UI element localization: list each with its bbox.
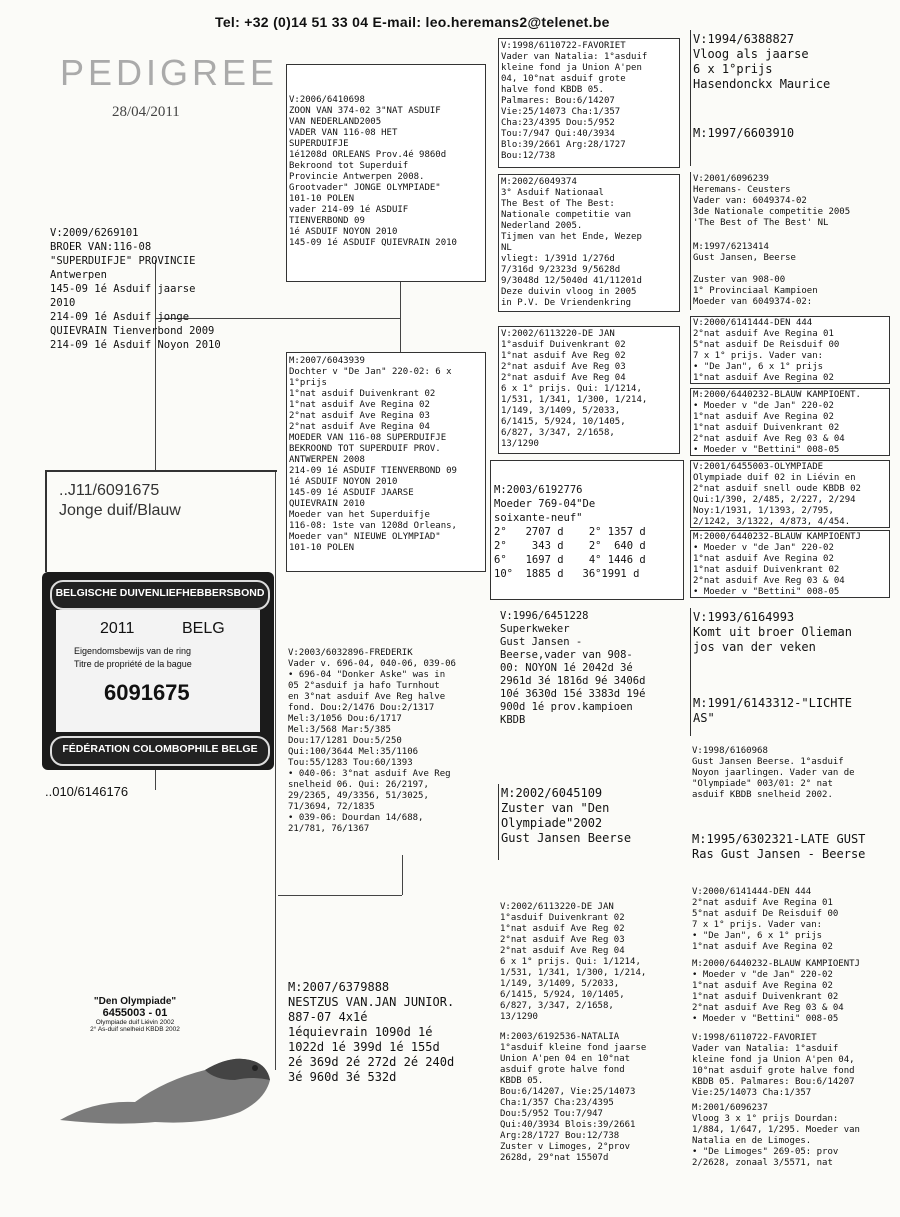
c7m-lines <box>693 696 852 726</box>
pedigree-line: Heremans- Ceusters <box>693 185 791 195</box>
pedigree-line: 7 x 1° prijs. Vader van: <box>693 351 824 361</box>
olympiade-ring: 6455003 - 01 <box>102 1007 168 1019</box>
pedigree-line: 2°nat asduif snell oude KBDB 02 <box>693 484 861 494</box>
pedigree-line: Antwerpen <box>50 269 107 281</box>
dsd-lines <box>501 786 682 846</box>
pedigree-line: 1°asduif Duivenkrant 02 <box>500 913 625 923</box>
c6-box <box>690 530 890 598</box>
pedigree-line: Vie:25/14073 Cha:1/357 <box>501 107 621 117</box>
pedigree-line: 2°nat asduif Ave Reg 03 & 04 <box>692 1003 844 1013</box>
pedigree-line: Tijmen van het Ende, Wezep <box>501 232 642 242</box>
pedigree-line: V:1998/6160968 <box>692 746 768 756</box>
pedigree-line: • "De Jan", 6 x 1° prijs <box>693 362 824 372</box>
pedigree-line: soixante-neuf" <box>494 512 583 524</box>
pedigree-line: Dochter v "De Jan" 220-02: 6 x <box>289 367 452 377</box>
pedigree-line: Komt uit broer Olieman <box>693 625 852 639</box>
olympiade-name: "Den Olympiade" <box>93 996 177 1007</box>
pedigree-line: Ras Gust Jansen - Beerse <box>692 847 866 861</box>
pedigree-line: Vloog 3 x 1° prijs Dourdan: <box>692 1114 839 1124</box>
pedigree-line: V:1996/6451228 <box>500 610 589 622</box>
c9-box <box>690 886 894 954</box>
pedigree-line: ZOON VAN 374-02 3"NAT ASDUIF <box>289 106 441 116</box>
pedigree-line: 2°nat asduif Ave Reg 03 <box>500 935 625 945</box>
c5-lines <box>693 462 887 528</box>
pedigree-line: • 696-04 "Donker Aske" was in <box>288 670 446 680</box>
pedigree-line: 7/316d 9/2323d 9/5628d <box>501 265 621 275</box>
pedigree-line: 21/781, 76/1367 <box>288 824 370 834</box>
ssd-lines <box>501 177 677 309</box>
pedigree-line: 2°nat asduif Ave Reg 03 & 04 <box>693 434 845 444</box>
pedigree-line: 6 x 1°prijs <box>693 62 773 76</box>
pedigree-line: kleine fond ja Union A'pen <box>501 63 642 73</box>
ring-card-top: BELGISCHE DUIVENLIEFHEBBERSBOND <box>50 580 270 610</box>
dam-sire-box <box>286 646 486 852</box>
contact-header: Tel: +32 (0)14 51 33 04 E-mail: leo.heremans2@telenet.be <box>215 14 610 30</box>
pedigree-line: 5°nat asduif De Reisduif 00 <box>693 340 840 350</box>
pedigree-line: 6 x 1° prijs. Qui: 1/1214, <box>501 384 642 394</box>
ring-card-year: 2011 <box>100 620 135 637</box>
c8-lines <box>692 746 892 801</box>
pedigree-line: V:2001/6096239 <box>693 174 769 184</box>
pedigree-line: BROER VAN:116-08 <box>50 241 152 253</box>
pedigree-line: V:2002/6113220-DE JAN <box>501 329 615 339</box>
pedigree-line: 1°nat asduif Duivenkrant 02 <box>693 423 840 433</box>
dds-box <box>498 900 684 1028</box>
sss-box <box>498 38 680 168</box>
subject-box <box>45 470 277 572</box>
pedigree-line: QUIEVRAIN Tienverbond 2009 <box>50 325 215 337</box>
pedigree-line: Moeder 769-04"De <box>494 498 596 510</box>
pedigree-line: M:2007/6043939 <box>289 356 365 366</box>
pedigree-line: 1°asduif kleine fond jaarse <box>500 1043 647 1053</box>
dam-dam-box <box>286 978 486 1090</box>
pedigree-line: V:2000/6141444-DEN 444 <box>693 318 813 328</box>
pedigree-line: en 3°nat asduif Ave Reg halve <box>288 692 446 702</box>
pigeon-photo <box>55 1040 285 1130</box>
pedigree-line: • 040-06: 3°nat asduif Ave Reg <box>288 769 451 779</box>
pedigree-line: • Moeder v "de Jan" 220-02 <box>693 543 834 553</box>
pedigree-line: V:2000/6141444-DEN 444 <box>692 887 812 897</box>
pedigree-line: 145-09 1é ASDUIF QUIEVRAIN 2010 <box>289 238 457 248</box>
pedigree-line: 1°nat asduif Ave Regina 02 <box>692 981 833 991</box>
pedigree-line: Noy:1/1931, 1/1393, 2/795, <box>693 506 834 516</box>
pedigree-line: "Olympiade" 003/01: 2° nat <box>692 779 833 789</box>
pedigree-line: Cha:1/357 Cha:23/4395 <box>500 1098 614 1108</box>
pedigree-line: Union A'pen 04 en 10°nat <box>500 1054 631 1064</box>
pedigree-line: V:1993/6164993 <box>693 610 795 624</box>
pedigree-line: M:1997/6213414 <box>693 242 769 252</box>
pedigree-line: V:2009/6269101 <box>50 227 139 239</box>
pedigree-line: 10°nat asduif grote halve fond <box>692 1066 855 1076</box>
pedigree-line: 1°prijs <box>289 378 327 388</box>
pedigree-line: 1°nat asduif Ave Regina 02 <box>692 942 833 952</box>
pedigree-line: TIENVERBOND 09 <box>289 216 365 226</box>
pedigree-line: asduif grote halve fond <box>500 1065 625 1075</box>
pedigree-line: V:2002/6113220-DE JAN <box>500 902 614 912</box>
pedigree-line: • "De Jan", 6 x 1° prijs <box>692 931 823 941</box>
pedigree-line: Palmares: Bou:6/14207 <box>501 96 615 106</box>
sire-dam-box <box>286 352 486 572</box>
pedigree-line: • Moeder v "Bettini" 008-05 <box>692 1014 839 1024</box>
pedigree-line: "SUPERDUIFJE" PROVINCIE <box>50 255 196 267</box>
pedigree-line: AS" <box>693 711 715 725</box>
pedigree-line: Tou:55/1283 Tou:60/1393 <box>288 758 413 768</box>
dsd-box <box>498 784 684 860</box>
pedigree-line: Blo:39/2661 Arg:28/1727 <box>501 140 626 150</box>
pedigree-line: 1é1208d ORLEANS Prov.4é 9860d <box>289 150 447 160</box>
pedigree-line: • 039-06: Dourdan 14/688, <box>288 813 424 823</box>
c2-lines <box>693 174 884 229</box>
pedigree-line: 1/531, 1/341, 1/300, 1/214, <box>500 968 647 978</box>
pedigree-line: Gust Jansen - <box>500 636 583 648</box>
c8-box <box>690 744 894 864</box>
pedigree-line: 214-09 1é Asduif jonge <box>50 311 190 323</box>
dds-lines <box>500 902 682 1023</box>
pedigree-line: 1/531, 1/341, 1/300, 1/214, <box>501 395 648 405</box>
c2m-lines <box>693 242 818 308</box>
pedigree-line: 2°nat asduif Ave Regina 01 <box>693 329 834 339</box>
c6-lines <box>693 532 887 598</box>
pedigree-line: KBDB 05. Palmares: Bou:6/14207 <box>692 1077 855 1087</box>
sds-lines <box>501 329 677 450</box>
pedigree-line: Noyon jaarlingen. Vader van de <box>692 768 855 778</box>
pedigree-line: 6/827, 3/347, 2/1658, <box>500 1001 614 1011</box>
pedigree-line: 1°nat asduif Ave Regina 02 <box>693 554 834 564</box>
pedigree-line: 1é ASDUIF NOYON 2010 <box>289 477 398 487</box>
pedigree-line: 7 x 1° prijs. Vader van: <box>692 920 823 930</box>
pedigree-line: jos van der veken <box>693 640 816 654</box>
pedigree-line: M:1997/6603910 <box>693 126 795 140</box>
pedigree-line: NL <box>501 243 512 253</box>
pedigree-line: 1/884, 1/647, 1/295. Moeder van <box>692 1125 860 1135</box>
pedigree-line: V:1998/6110722-FAVORIET <box>692 1033 817 1043</box>
pedigree-line: 10é 3630d 15é 3383d 19é <box>500 688 646 700</box>
pedigree-line: M:2002/6045109 <box>501 786 603 800</box>
pedigree-line: M:1991/6143312-"LICHTE <box>693 696 852 710</box>
ring-card-number: 6091675 <box>104 680 190 705</box>
sire-sire-box <box>286 64 486 282</box>
c10-lines <box>692 959 892 1025</box>
pedigree-line: SUPERDUIFJE <box>289 139 349 149</box>
pedigree-line: fond. Dou:2/1476 Dou:2/1317 <box>288 703 435 713</box>
page-title: PEDIGREE <box>60 52 279 93</box>
pedigree-line: Bou:6/14207, Vie:25/14073 <box>500 1087 636 1097</box>
sire-box <box>50 226 278 368</box>
pedigree-line: 214-09 1é ASDUIF TIENVERBOND 09 <box>289 466 457 476</box>
pedigree-line: 04, 10°nat asduif grote <box>501 74 626 84</box>
pedigree-line: Grootvader" JONGE OLYMPIADE" <box>289 183 441 193</box>
pedigree-line: 1° Provinciaal Kampioen <box>693 286 818 296</box>
c12-box <box>690 1102 894 1178</box>
pedigree-line: VADER VAN 116-08 HET <box>289 128 398 138</box>
pedigree-line: • Moeder v "Bettini" 008-05 <box>693 445 840 455</box>
pedigree-line: Mel:3/1056 Dou:6/1717 <box>288 714 402 724</box>
sdd-lines <box>494 483 680 581</box>
pedigree-line: Qui:100/3644 Mel:35/1106 <box>288 747 419 757</box>
pedigree-line: 101-10 POLEN <box>289 543 355 553</box>
pedigree-line: Vader van Natalia: 1°asduif <box>501 52 648 62</box>
pedigree-line: Gust Jansen Beerse. 1°asduif <box>692 757 844 767</box>
pedigree-line: M:2003/6192776 <box>494 484 583 496</box>
pedigree-line: V:2001/6455003-OLYMPIADE <box>693 462 824 472</box>
c11-box <box>690 1032 894 1100</box>
pedigree-line: 2é 369d 2é 272d 2é 240d <box>288 1055 455 1069</box>
pedigree-line: 2/1242, 3/1322, 4/873, 4/454. <box>693 517 851 527</box>
pedigree-line: • "De Limoges" 269-05: prov <box>692 1147 839 1157</box>
c9-lines <box>692 887 892 953</box>
pedigree-line: 1°asduif Duivenkrant 02 <box>501 340 626 350</box>
pedigree-line: 145-09 1é Asduif jaarse <box>50 283 196 295</box>
pedigree-line: 1°nat asduif Duivenkrant 02 <box>693 565 840 575</box>
pedigree-line: M:2001/6096237 <box>692 1103 768 1113</box>
pedigree-line: V:1994/6388827 <box>693 32 795 46</box>
pedigree-line: 1/149, 3/1409, 5/2033, <box>500 979 620 989</box>
sds-box <box>498 326 680 454</box>
c8m-lines <box>692 832 865 862</box>
pedigree-line: Qui:40/3934 Blois:39/2661 <box>500 1120 636 1130</box>
sss-lines <box>501 41 677 162</box>
pedigree-line: 'The Best of The Best' NL <box>693 218 829 228</box>
pedigree-line: 1équievrain 1090d 1é <box>288 1025 433 1039</box>
ring-certificate <box>42 572 274 770</box>
pedigree-line: QUIEVRAIN 2010 <box>289 499 365 509</box>
pedigree-line: 3° Asduif Nationaal <box>501 188 604 198</box>
pedigree-line: 5°nat asduif De Reisduif 00 <box>692 909 839 919</box>
pedigree-line: 9/3048d 12/5040d 41/11201d <box>501 276 642 286</box>
pedigree-line: Olympiade"2002 <box>501 816 603 830</box>
pedigree-line: asduif KBDB snelheid 2002. <box>692 790 833 800</box>
pedigree-line: 1/149, 3/1409, 5/2033, <box>501 406 621 416</box>
olympiade-line2: 2° As-duif snelheid KBDB 2002 <box>90 1026 180 1033</box>
pedigree-line: 6/1415, 5/924, 10/1405, <box>501 417 626 427</box>
c4-box <box>690 388 890 456</box>
sdd-box <box>490 460 684 600</box>
pedigree-line: Cha:23/4395 Dou:5/952 <box>501 118 615 128</box>
ddd-box <box>498 1030 684 1178</box>
pedigree-line: Provincie Antwerpen 2008. <box>289 172 425 182</box>
c7-box <box>690 608 894 736</box>
ring-card-country: BELG <box>182 620 225 637</box>
pedigree-line: Moeder van" NIEUWE OLYMPIAD" <box>289 532 441 542</box>
pedigree-line: The Best of The Best: <box>501 199 615 209</box>
pedigree-line: 1022d 1é 399d 1é 155d <box>288 1040 440 1054</box>
ssd-box <box>498 174 680 312</box>
c2-box <box>690 172 886 310</box>
sd-lines <box>289 356 483 554</box>
ds-lines <box>288 648 484 835</box>
pedigree-line: 2° 2707 d 2° 1357 d <box>494 526 646 538</box>
c10-box <box>690 958 894 1030</box>
pedigree-line: 71/3694, 72/1835 <box>288 802 375 812</box>
pedigree-line: V:2006/6410698 <box>289 95 365 105</box>
pedigree-line: Hasendonckx Maurice <box>693 77 831 91</box>
pedigree-line: Superkweker <box>500 623 570 635</box>
subject-desc: Jonge duif/Blauw <box>59 502 181 519</box>
pedigree-line: Tou:7/947 Qui:40/3934 <box>501 129 615 139</box>
pedigree-line: vliegt: 1/391d 1/276d <box>501 254 615 264</box>
pedigree-line: Vie:25/14073 Cha:1/357 <box>692 1088 812 1098</box>
pedigree-line: 13/1290 <box>501 439 539 449</box>
pedigree-line: NESTZUS VAN.JAN JUNIOR. <box>288 995 455 1009</box>
pedigree-line <box>693 264 818 275</box>
pedigree-line: Zuster v Limoges, 2°prov <box>500 1142 631 1152</box>
pedigree-line: M:2003/6192536-NATALIA <box>500 1032 620 1042</box>
pedigree-line: KBDB <box>500 714 526 726</box>
pedigree-line: M:2000/6440232-BLAUW KAMPIOENT. <box>693 390 861 400</box>
pedigree-line: 2°nat asduif Ave Reg 04 <box>500 946 625 956</box>
pedigree-line: 2/2628, zonaal 3/5571, nat <box>692 1158 833 1168</box>
pedigree-line: BEKROOND TOT SUPERDUIF PROV. <box>289 444 441 454</box>
pedigree-line: 887-07 4x1é <box>288 1010 368 1024</box>
pedigree-line: 1°nat asduif Ave Regina 02 <box>289 400 430 410</box>
c3-lines <box>693 318 887 384</box>
pedigree-line: M:2002/6049374 <box>501 177 577 187</box>
pedigree-line: 2961d 3é 1816d 9é 3406d <box>500 675 646 687</box>
pedigree-line: 10° 1885 d 36°1991 d <box>494 568 640 580</box>
pedigree-line: 1°nat asduif Duivenkrant 02 <box>692 992 839 1002</box>
pedigree-line: Moeder van 6049374-02: <box>693 297 813 307</box>
pedigree-line: • Moeder v "de Jan" 220-02 <box>693 401 834 411</box>
pedigree-line: 214-09 1é Asduif Noyon 2010 <box>50 339 221 351</box>
c1-lines <box>693 32 884 92</box>
pedigree-line: 2°nat asduif Ave Regina 04 <box>289 422 430 432</box>
pedigree-line: Vloog als jaarse <box>693 47 809 61</box>
pedigree-line: Zuster van "Den <box>501 801 610 815</box>
pedigree-line: 2°nat asduif Ave Reg 04 <box>501 373 626 383</box>
c1m-lines <box>693 126 794 141</box>
pedigree-line: 29/2365, 49/3356, 51/3025, <box>288 791 429 801</box>
pedigree-line: Gust Jansen Beerse <box>501 831 632 845</box>
pedigree-line: 116-08: 1ste van 1208d Orleans, <box>289 521 457 531</box>
pedigree-line: M:1995/6302321-LATE GUST <box>692 832 866 846</box>
pedigree-line: 2010 <box>50 297 76 309</box>
olympiade-caption <box>55 996 215 1033</box>
pedigree-line: Zuster van 908-00 <box>693 275 786 285</box>
c1-box <box>690 30 886 166</box>
pedigree-line: snelheid 06. Qui: 26/2197, <box>288 780 429 790</box>
pedigree-line: 2°nat asduif Ave Regina 03 <box>289 411 430 421</box>
pedigree-line: Moeder van het Superduifje <box>289 510 430 520</box>
pedigree-line: 145-09 1é ASDUIF JAARSE <box>289 488 414 498</box>
pedigree-line: halve fond KBDB 05. <box>501 85 604 95</box>
pedigree-line: MOEDER VAN 116-08 SUPERDUIFJE <box>289 433 447 443</box>
c12-lines <box>692 1103 892 1169</box>
father-ring-bottom: ..010/6146176 <box>45 784 129 799</box>
pedigree-line: 1°nat asduif Ave Regina 02 <box>693 412 834 422</box>
pedigree-line: Vader v. 696-04, 040-06, 039-06 <box>288 659 456 669</box>
pedigree-line: Mel:3/568 Mar:5/385 <box>288 725 391 735</box>
pedigree-line: 3é 960d 3é 532d <box>288 1070 397 1084</box>
pedigree-line: Qui:1/390, 2/485, 2/227, 2/294 <box>693 495 856 505</box>
olympiade-line1: Olympiade duif Liévin 2002 <box>95 1019 175 1026</box>
c3-box <box>690 316 890 384</box>
pedigree-line: Deze duivin vloog in 2005 <box>501 287 637 297</box>
pedigree-line: V:1998/6110722-FAVORIET <box>501 41 626 51</box>
dss-box <box>498 608 684 736</box>
c7-lines <box>693 610 892 655</box>
pedigree-line: Gust Jansen, Beerse <box>693 253 796 263</box>
pedigree-line: 1é ASDUIF NOYON 2010 <box>289 227 398 237</box>
pedigree-line: Bou:12/738 <box>501 151 556 161</box>
pedigree-line: M:2000/6440232-BLAUW KAMPIOENTJ <box>692 959 860 969</box>
pedigree-line: ANTWERPEN 2008 <box>289 455 365 465</box>
pedigree-line: 1°nat asduif Ave Reg 02 <box>500 924 625 934</box>
ss-lines <box>289 95 483 249</box>
pedigree-line: Vader van Natalia: 1°asduif <box>692 1044 839 1054</box>
pedigree-line: 2628d, 29°nat 15507d <box>500 1153 609 1163</box>
pedigree-line: 1°nat asduif Ave Regina 02 <box>693 373 834 383</box>
pedigree-line: 05 2°asduif ja hafo Turnhout <box>288 681 440 691</box>
pedigree-line: 2°nat asduif Ave Reg 03 & 04 <box>693 576 845 586</box>
pedigree-line: 900d 1é prov.kampioen <box>500 701 633 713</box>
pedigree-line: vader 214-09 1é ASDUIF <box>289 205 409 215</box>
ddd-lines <box>500 1032 682 1164</box>
pedigree-line: 6° 1697 d 4° 1446 d <box>494 554 646 566</box>
pedigree-line: KBDB 05. <box>500 1076 544 1086</box>
ring-card-line2: Titre de propriété de la bague <box>74 659 192 669</box>
pedigree-line: V:2003/6032896-FREDERIK <box>288 648 413 658</box>
pedigree-line: 00: NOYON 1é 2042d 3é <box>500 662 633 674</box>
pedigree-line: in P.V. De Vriendenkring <box>501 298 632 308</box>
pedigree-line: Dou:17/1281 Dou:5/250 <box>288 736 402 746</box>
pedigree-line: Natalia en de Limoges. <box>692 1136 812 1146</box>
pedigree-line: Nationale competitie van <box>501 210 632 220</box>
pedigree-line: Olympiade duif 02 in Liévin en <box>693 473 856 483</box>
pedigree-line: 1°nat asduif Ave Reg 02 <box>501 351 626 361</box>
pedigree-line: 6/1415, 5/924, 10/1405, <box>500 990 625 1000</box>
pedigree-line: • Moeder v "Bettini" 008-05 <box>693 587 840 597</box>
pedigree-line: kleine fond ja Union A'pen 04, <box>692 1055 855 1065</box>
c11-lines <box>692 1033 892 1099</box>
pedigree-line: • Moeder v "de Jan" 220-02 <box>692 970 833 980</box>
pedigree-date: 28/04/2011 <box>112 104 180 120</box>
dd-lines <box>288 980 484 1085</box>
pedigree-line: 1°nat asduif Duivenkrant 02 <box>289 389 436 399</box>
pedigree-line: Dou:5/952 Tou:7/947 <box>500 1109 603 1119</box>
pedigree-line: 101-10 POLEN <box>289 194 355 204</box>
pedigree-line: 6/827, 3/347, 2/1658, <box>501 428 615 438</box>
ring-card-line1: Eigendomsbewijs van de ring <box>74 646 192 656</box>
pedigree-line: M:2007/6379888 <box>288 980 390 994</box>
dss-lines <box>500 610 682 727</box>
ring-card-bottom: FÉDÉRATION COLOMBOPHILE BELGE <box>50 736 270 766</box>
pedigree-line: 2°nat asduif Ave Regina 01 <box>692 898 833 908</box>
pedigree-line: Nederland 2005. <box>501 221 583 231</box>
sire-lines <box>50 226 278 352</box>
pedigree-line: VAN NEDERLAND2005 <box>289 117 382 127</box>
pedigree-line: 2° 343 d 2° 640 d <box>494 540 646 552</box>
pedigree-line: M:2000/6440232-BLAUW KAMPIOENTJ <box>693 532 861 542</box>
c5-box <box>690 460 890 528</box>
subject-ring: ..J11/6091675 <box>59 482 160 499</box>
pedigree-line: Beerse,vader van 908- <box>500 649 633 661</box>
pedigree-line: Bekroond tot Superduif <box>289 161 409 171</box>
pedigree-line: 13/1290 <box>500 1012 538 1022</box>
c4-lines <box>693 390 887 456</box>
pedigree-line: 2°nat asduif Ave Reg 03 <box>501 362 626 372</box>
pedigree-line: Vader van: 6049374-02 <box>693 196 807 206</box>
pedigree-line: 6 x 1° prijs. Qui: 1/1214, <box>500 957 641 967</box>
pedigree-line: 3de Nationale competitie 2005 <box>693 207 851 217</box>
pedigree-line: Arg:28/1727 Bou:12/738 <box>500 1131 620 1141</box>
